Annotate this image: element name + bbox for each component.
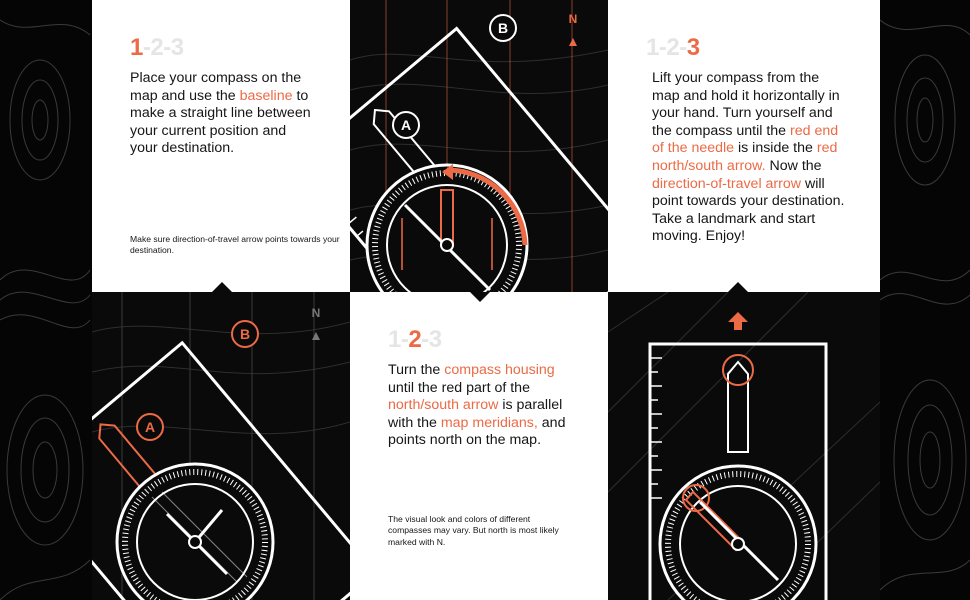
north-label: N: [568, 12, 578, 26]
step-number-active: 3: [686, 34, 700, 61]
highlighted-term: north/south arrow: [388, 397, 499, 414]
step-indicator: 1-2-3: [130, 34, 184, 61]
highlighted-term: red north/south arrow.: [652, 140, 838, 174]
step-2-note: The visual look and colors of different compasses may vary. But north is most likely marked with N.: [388, 514, 559, 547]
instruction-text: Lift your compass from the map and hold it horizontally in your hand. Turn yourself and the compass until the: [652, 70, 840, 139]
instruction-text: Now the: [765, 157, 822, 174]
instruction-text: is parallel with the: [388, 397, 563, 431]
instruction-text: will point towards your destination. Take a landmark and start moving. Enjoy!: [652, 175, 845, 245]
instruction-text: until the red part of the: [388, 379, 530, 396]
north-label: N: [311, 306, 321, 320]
marker-b: B: [239, 326, 251, 342]
highlighted-term: baseline: [239, 87, 293, 104]
step-indicator: 1-2-3: [388, 326, 442, 353]
highlighted-term: direction-of-travel arrow: [652, 175, 802, 192]
marker-a: A: [400, 117, 412, 133]
instruction-text: Place your compass on the map and use the: [130, 70, 302, 104]
step-number-active: 1: [130, 34, 143, 61]
step-1-note: Make sure direction-of-travel arrow points towards your destination.: [130, 234, 340, 256]
highlighted-term: map meridians,: [440, 414, 538, 431]
instruction-text: Turn the: [388, 362, 445, 378]
marker-b: B: [497, 20, 509, 36]
instruction-text: to make a straight line between your current position and your destination.: [130, 87, 311, 157]
marker-a: A: [144, 419, 156, 435]
instruction-text: is inside the: [734, 140, 817, 157]
highlighted-term: compass housing: [444, 362, 555, 378]
instruction-text: and points north on the map.: [388, 414, 566, 449]
step-number-active: 2: [408, 326, 422, 353]
highlighted-term: red end of the needle: [652, 122, 839, 157]
step-indicator: 1-2-3: [646, 34, 700, 61]
